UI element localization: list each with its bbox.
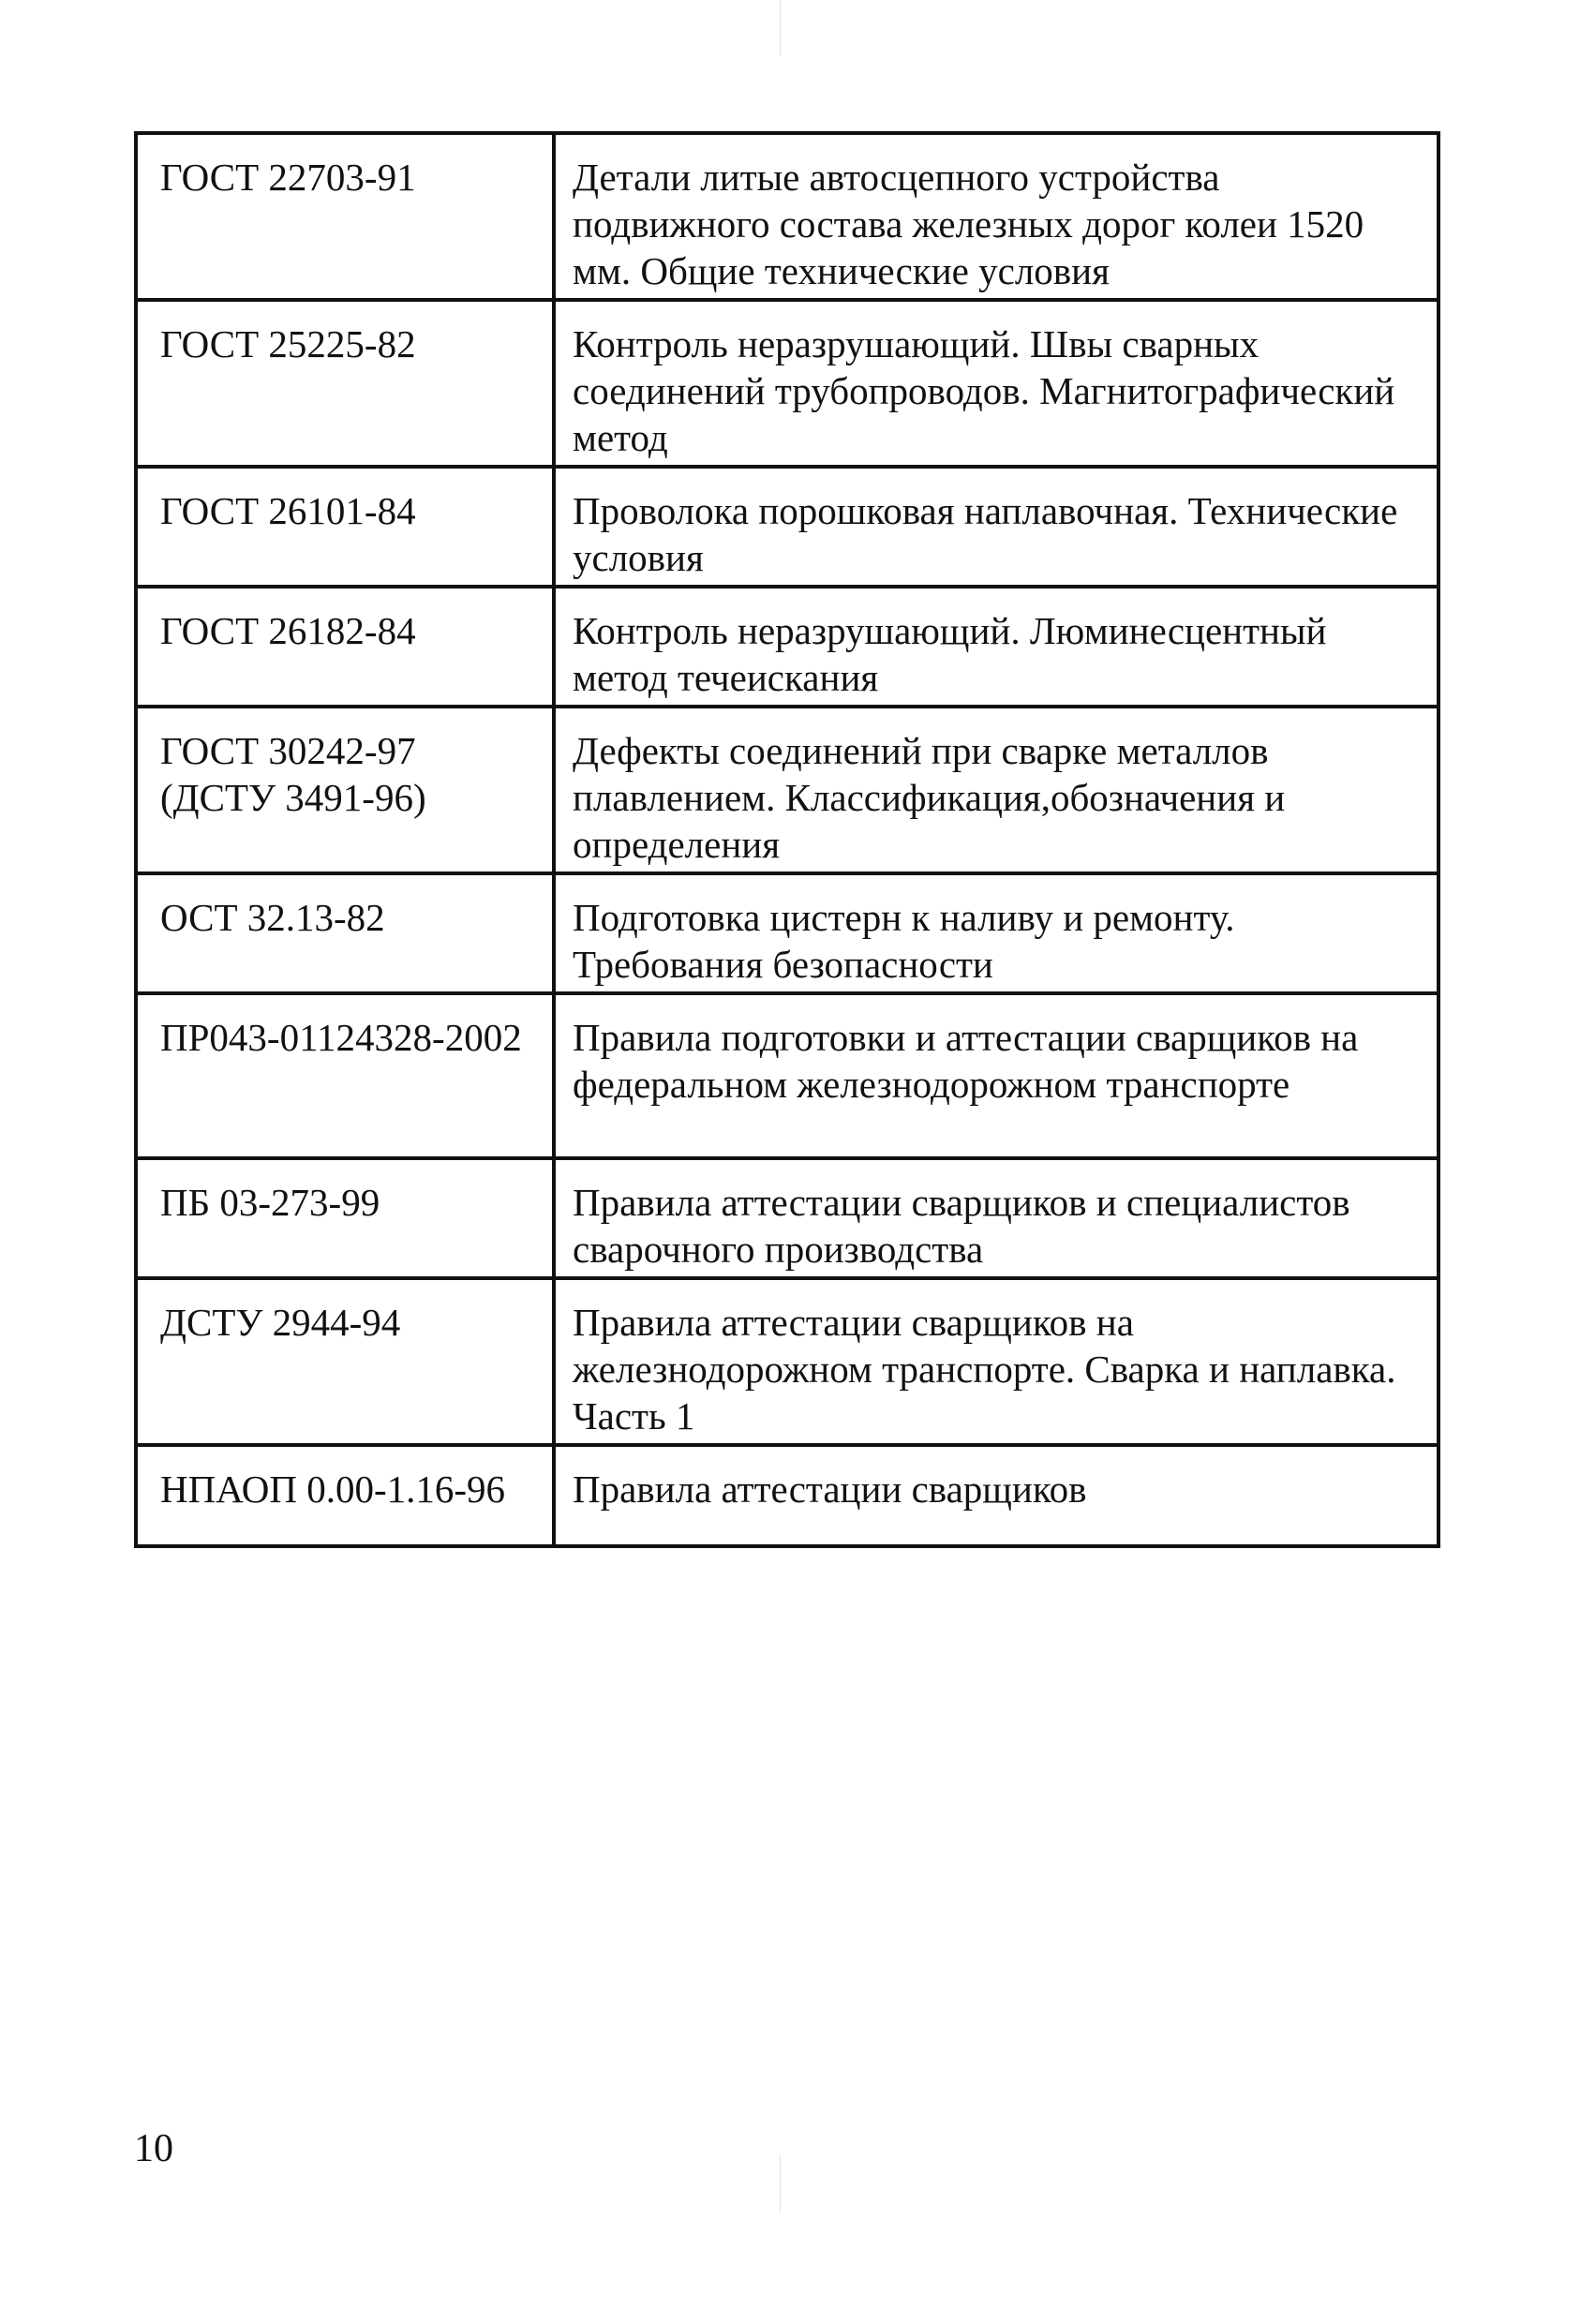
standard-code: ОСТ 32.13-82 [136,873,554,993]
standard-code: ГОСТ 25225-82 [136,300,554,467]
standard-code: ГОСТ 26182-84 [136,587,554,707]
page-number: 10 [134,2127,173,2170]
table-row [136,467,1438,587]
standard-title: Контроль неразрушающий. Люминесцентный метод течеискания [554,587,1438,707]
standard-code: ГОСТ 22703-91 [136,133,554,300]
standard-title: Правила аттестации сварщиков и специалистов сварочного производства [554,1158,1438,1278]
standard-code: НПАОП 0.00-1.16-96 [136,1445,554,1546]
standard-code: ГОСТ 26101-84 [136,467,554,587]
scan-margin-mark-bottom [780,2155,781,2212]
standard-title: Подготовка цистерн к наливу и ремонту. Требования безопасности [554,873,1438,993]
standard-title: Детали литые автосцепного устройства подвижного состава железных дорог колеи 1520 мм. Общие технические условия [554,133,1438,300]
table-row [136,133,1438,300]
scan-margin-mark-top [780,0,781,56]
standard-title: Контроль неразрушающий. Швы сварных соединений трубопроводов. Магнитографический метод [554,300,1438,467]
standard-title: Правила аттестации сварщиков на железнодорожном транспорте. Сварка и наплавка. Часть 1 [554,1278,1438,1445]
standards-table [134,131,1440,1548]
table-row [136,1445,1438,1546]
table-row [136,1158,1438,1278]
standard-code: ДСТУ 2944-94 [136,1278,554,1445]
table-row [136,707,1438,873]
standard-title: Проволока порошковая наплавочная. Технические условия [554,467,1438,587]
standard-code: ПР043-01124328-2002 [136,993,554,1158]
standard-title: Дефекты соединений при сварке металлов плавлением. Классификация,обозначения и определения [554,707,1438,873]
table-row [136,587,1438,707]
standard-title: Правила аттестации сварщиков [554,1445,1438,1546]
table-row [136,873,1438,993]
table-row [136,300,1438,467]
table-row [136,1278,1438,1445]
table-row [136,993,1438,1158]
standard-code: ГОСТ 30242-97 (ДСТУ 3491-96) [136,707,554,873]
standard-code: ПБ 03-273-99 [136,1158,554,1278]
standard-title: Правила подготовки и аттестации сварщиков на федеральном железнодорожном транспорте [554,993,1438,1158]
